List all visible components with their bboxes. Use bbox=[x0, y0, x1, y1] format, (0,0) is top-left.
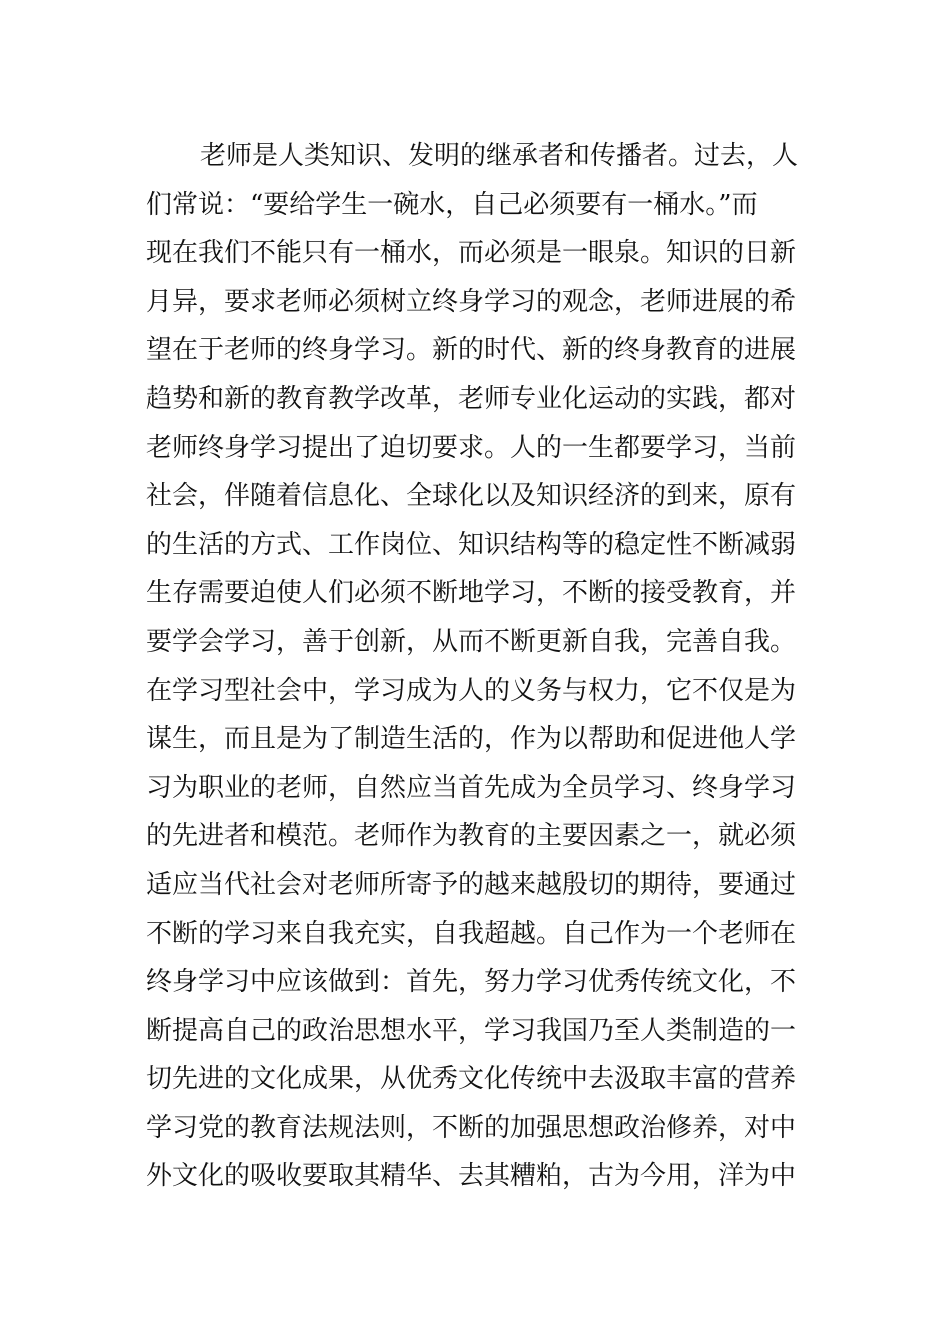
text-line: 谋生，而且是为了制造生活的，作为以帮助和促进他人学 bbox=[146, 724, 797, 755]
text-line: 月异，要求老师必须树立终身学习的观念，老师进展的希 bbox=[146, 286, 797, 317]
text-line: 老师是人类知识、发明的继承者和传播者。过去，人 bbox=[200, 141, 799, 171]
text-line: 在学习型社会中，学习成为人的义务与权力，它不仅是为 bbox=[146, 675, 797, 706]
text-line: 外文化的吸收要取其精华、去其糟粕，古为今用，洋为中 bbox=[146, 1161, 797, 1192]
text-line: 学习党的教育法规法则，不断的加强思想政治修养，对中 bbox=[146, 1112, 797, 1143]
text-line: 断提高自己的政治思想水平，学习我国乃至人类制造的一 bbox=[146, 1015, 797, 1046]
text-line: 不断的学习来自我充实，自我超越。自己作为一个老师在 bbox=[146, 918, 797, 949]
text-line: 习为职业的老师，自然应当首先成为全员学习、终身学习 bbox=[146, 772, 797, 803]
text-line: 生存需要迫使人们必须不断地学习，不断的接受教育，并 bbox=[146, 578, 797, 609]
text-line: 们常说：“要给学生一碗水，自己必须要有一桶水。”而 bbox=[146, 189, 758, 220]
text-line: 现在我们不能只有一桶水，而必须是一眼泉。知识的日新 bbox=[146, 238, 797, 269]
body-text bbox=[146, 132, 811, 1201]
text-line: 的先进者和模范。老师作为教育的主要因素之一，就必须 bbox=[146, 821, 797, 852]
text-line: 要学会学习，善于创新，从而不断更新自我，完善自我。 bbox=[146, 626, 797, 657]
text-line: 切先进的文化成果，从优秀文化传统中去汲取丰富的营养 bbox=[146, 1064, 797, 1095]
text-line: 适应当代社会对老师所寄予的越来越殷切的期待，要通过 bbox=[146, 869, 797, 900]
text-line: 老师终身学习提出了迫切要求。人的一生都要学习，当前 bbox=[146, 432, 797, 463]
text-line: 趋势和新的教育教学改革，老师专业化运动的实践，都对 bbox=[146, 383, 797, 414]
text-line: 望在于老师的终身学习。新的时代、新的终身教育的进展 bbox=[146, 335, 797, 366]
text-line: 的生活的方式、工作岗位、知识结构等的稳定性不断减弱 bbox=[146, 529, 797, 560]
text-line: 社会，伴随着信息化、全球化以及知识经济的到来，原有 bbox=[146, 481, 797, 512]
text-line: 终身学习中应该做到：首先，努力学习优秀传统文化，不 bbox=[146, 967, 797, 998]
